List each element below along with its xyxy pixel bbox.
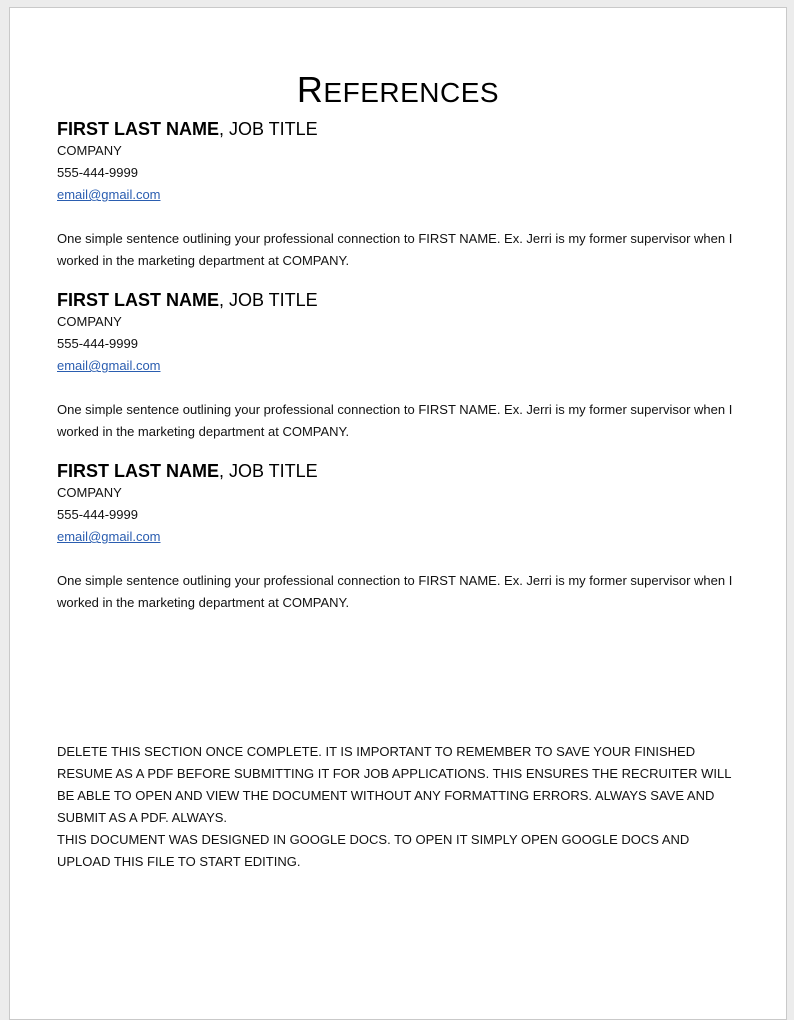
reference-name: FIRST LAST NAME bbox=[57, 290, 219, 310]
reference-name: FIRST LAST NAME bbox=[57, 119, 219, 139]
reference-name: FIRST LAST NAME bbox=[57, 461, 219, 481]
reference-phone: 555-444-9999 bbox=[57, 336, 138, 351]
reference-job-title: , JOB TITLE bbox=[219, 290, 318, 310]
reference-job-title: , JOB TITLE bbox=[219, 461, 318, 481]
reference-phone: 555-444-9999 bbox=[57, 165, 138, 180]
reference-company: COMPANY bbox=[57, 314, 122, 329]
reference-heading bbox=[57, 118, 737, 140]
reference-heading bbox=[57, 460, 737, 482]
page-title bbox=[10, 70, 786, 113]
reference-email-link[interactable]: email@gmail.com bbox=[57, 187, 161, 202]
reference-entry-3 bbox=[57, 460, 737, 614]
reference-phone: 555-444-9999 bbox=[57, 507, 138, 522]
reference-job-title: , JOB TITLE bbox=[219, 119, 318, 139]
title-initial: R bbox=[296, 69, 324, 110]
reference-email-link[interactable]: email@gmail.com bbox=[57, 529, 161, 544]
google-docs-note: THIS DOCUMENT WAS DESIGNED IN GOOGLE DOCS. TO OPEN IT SIMPLY OPEN GOOGLE DOCS AND UPLOAD THIS FILE TO START EDITING. bbox=[57, 832, 690, 869]
reference-entry-2 bbox=[57, 289, 737, 443]
reference-description: One simple sentence outlining your professional connection to FIRST NAME. Ex. Jerri is my former supervisor when I worked in the marketing department at COMPANY. bbox=[57, 573, 733, 610]
reference-email-link[interactable]: email@gmail.com bbox=[57, 358, 161, 373]
reference-company: COMPANY bbox=[57, 143, 122, 158]
document-page bbox=[9, 7, 787, 1020]
reference-heading bbox=[57, 289, 737, 311]
title-rest: EFERENCES bbox=[323, 77, 500, 108]
delete-section-note: DELETE THIS SECTION ONCE COMPLETE. IT IS IMPORTANT TO REMEMBER TO SAVE YOUR FINISHED RESUME AS A PDF BEFORE SUBMITTING IT FOR JOB APPLICATIONS. THIS ENSURES THE RECRUITER WILL BE ABLE TO OPEN AND VIEW THE DOCUMENT WITHOUT ANY FORMATTING ERRORS. ALWAYS SAVE AND SUBMIT AS A PDF. ALWAYS. bbox=[57, 744, 731, 825]
reference-entry-1 bbox=[57, 118, 737, 272]
reference-description: One simple sentence outlining your professional connection to FIRST NAME. Ex. Jerri is my former supervisor when I worked in the marketing department at COMPANY. bbox=[57, 402, 733, 439]
reference-description: One simple sentence outlining your professional connection to FIRST NAME. Ex. Jerri is my former supervisor when I worked in the marketing department at COMPANY. bbox=[57, 231, 733, 268]
reference-company: COMPANY bbox=[57, 485, 122, 500]
